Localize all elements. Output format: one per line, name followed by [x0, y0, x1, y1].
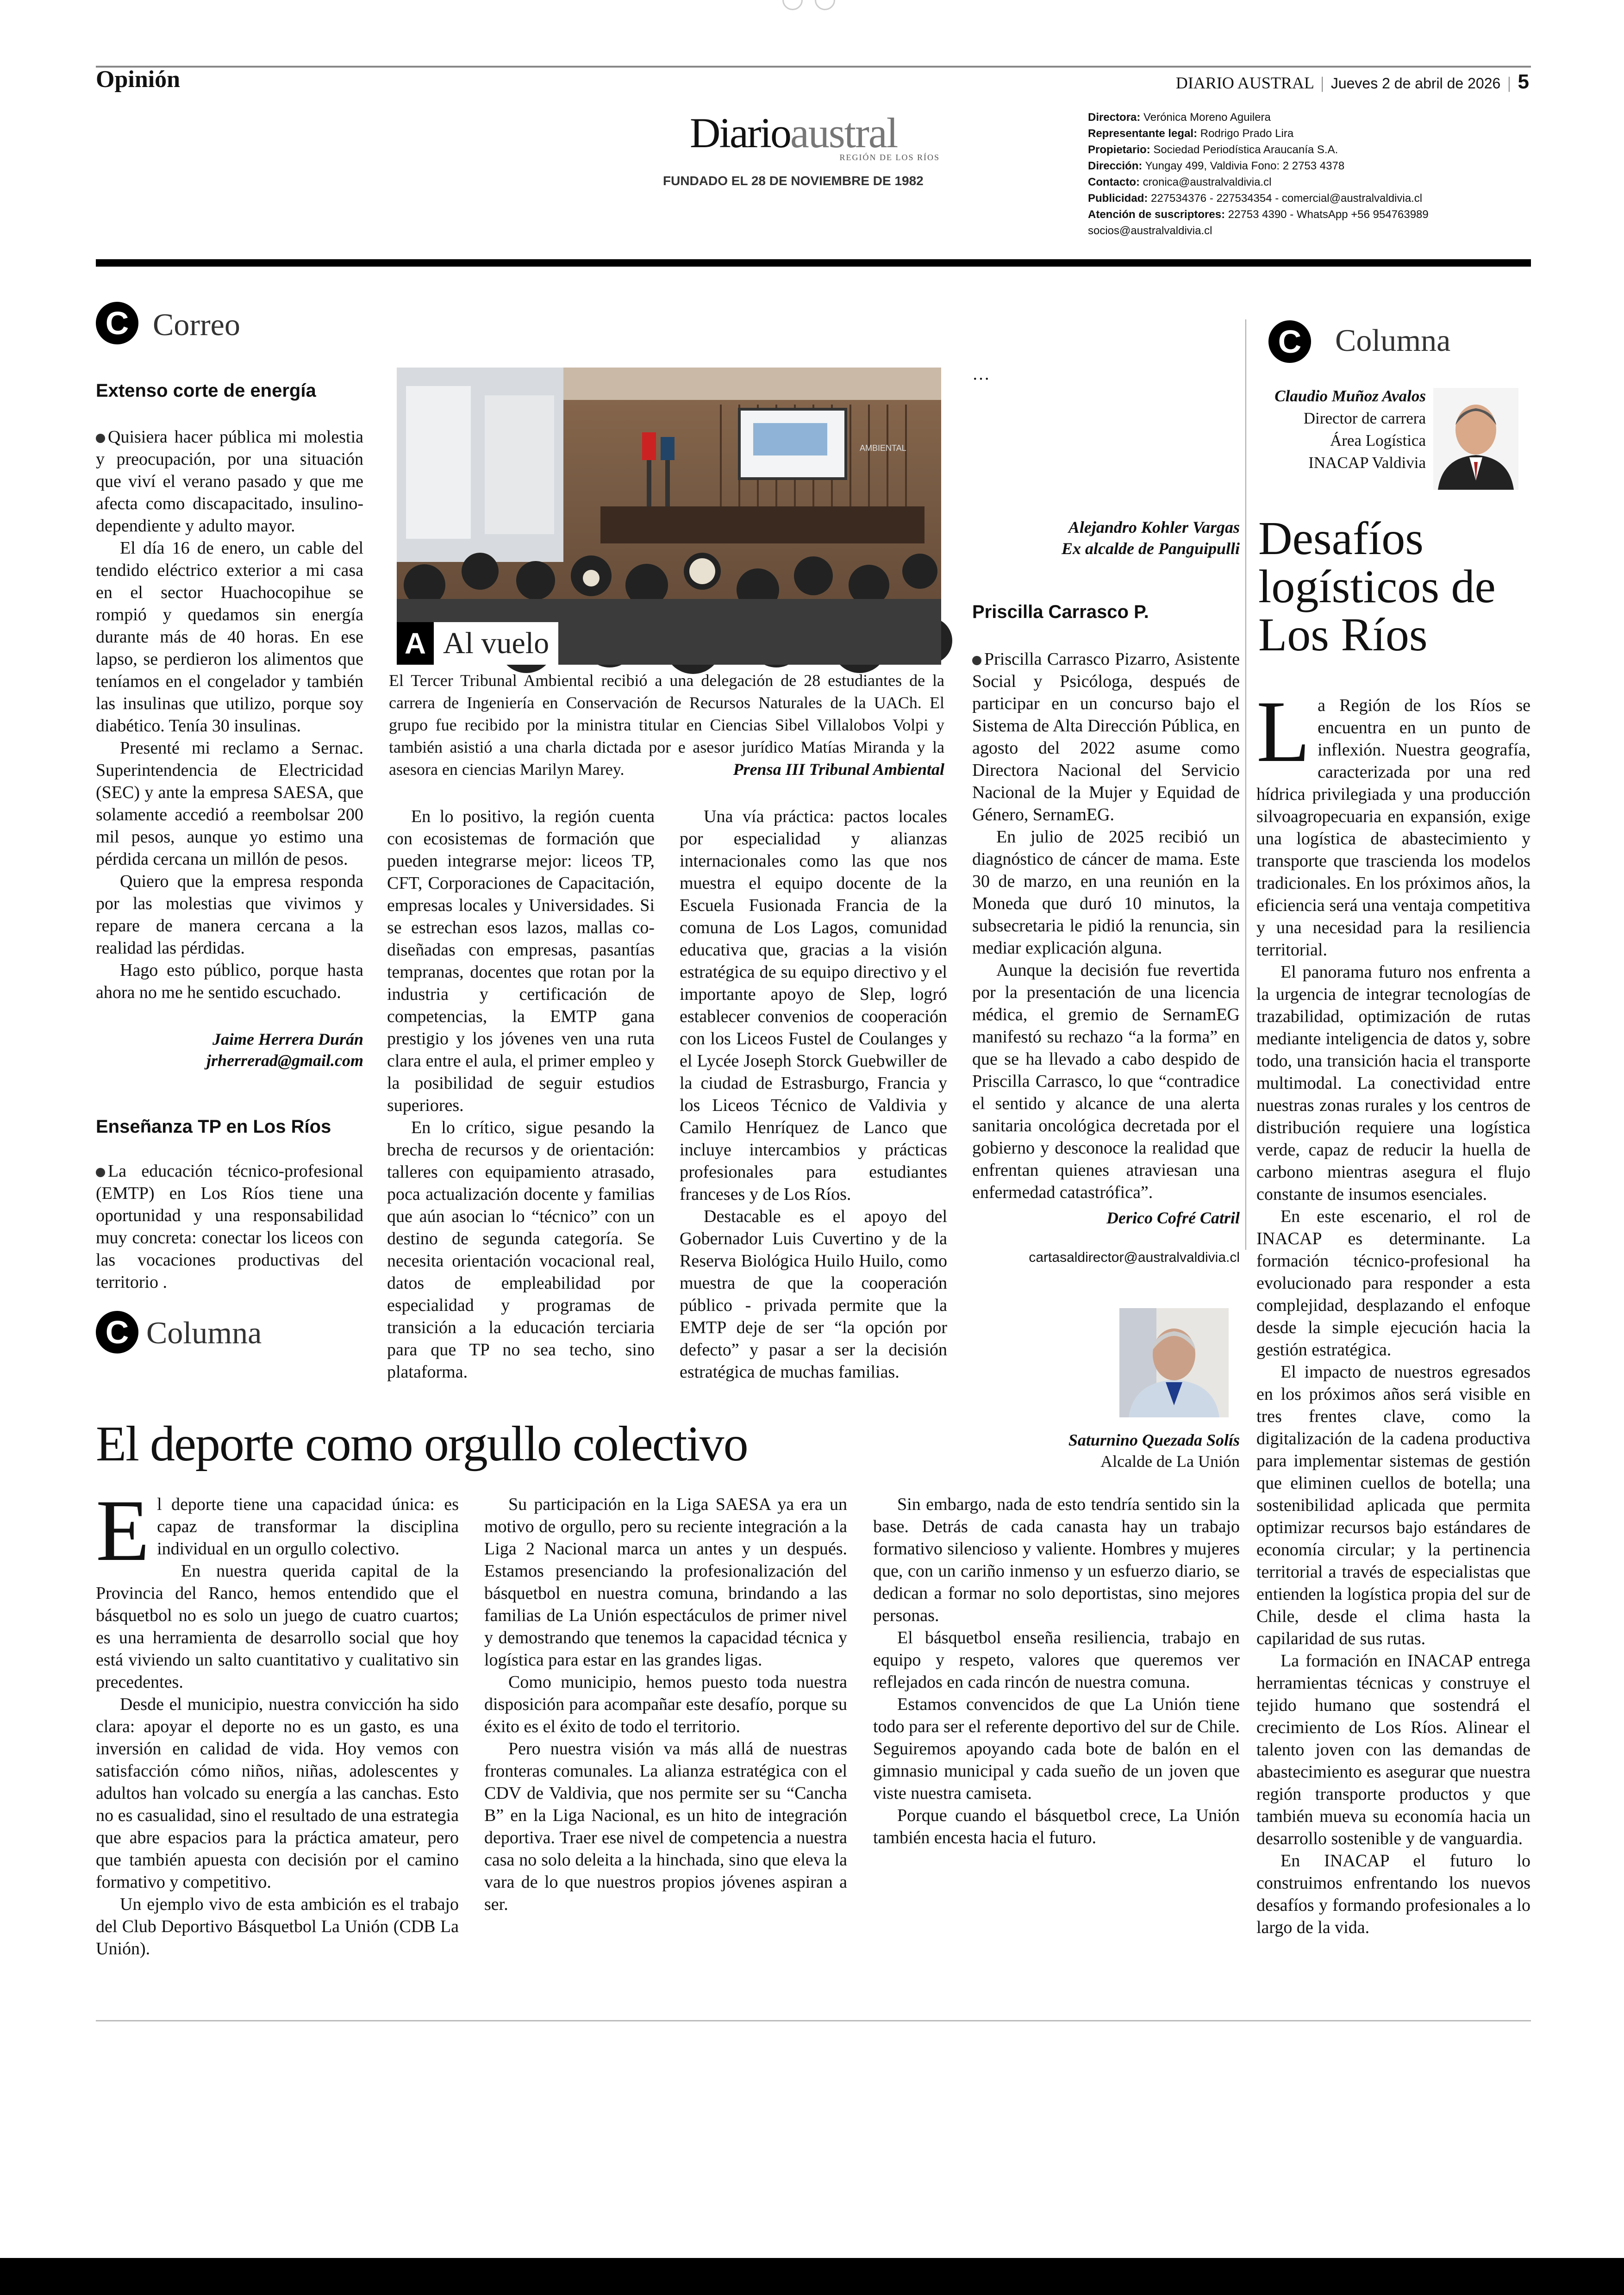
- logo-austral: austral: [790, 109, 898, 156]
- al-vuelo-label: [397, 622, 558, 665]
- column-bottom-title: El deporte como orgullo colectivo: [96, 1416, 748, 1472]
- letter3-headline: Priscilla Carrasco P.: [972, 602, 1149, 622]
- correo-title: Correo: [153, 307, 240, 342]
- correo-badge: C: [96, 302, 138, 344]
- author-name: Saturnino Quezada Solís: [1068, 1431, 1240, 1449]
- staff-line: Propietario: Sociedad Periodística Araucanía S.A.: [1088, 143, 1338, 156]
- author-role: Alcalde de La Unión: [1100, 1452, 1240, 1471]
- letter2-signature: Alejandro Kohler Vargas Ex alcalde de Panguipulli: [1061, 518, 1240, 558]
- letter1-body: Quisiera hacer pública mi molestia y preocupación, por una situación que viví el verano pasado y que me afecta como discapacitado, insulino-dependiente y adulto mayor. El día 16 de enero, un cable del tendido eléctrico exterior a mi casa en el sector Huachocopihue se rompió y quedamos sin energía durante más de 40 horas. En ese lapso, se perdieron los alimentos que teníamos en el congelador y también las insulinas que utilizo, porque soy diabético. Tenía 30 insulinas. Presenté mi reclamo a Sernac. Superintendencia de Electricidad (SEC) y ante la empresa SAESA, que solamente accedió a reembolsar 200 mil pesos, aunque yo estimo una pérdida cercana un millón de pesos. Quiero que la empresa responda por las molestias que vivimos y repare de manera cercana a la realidad las pérdidas. Hago esto público, porque hasta ahora no me he sentido escuchado.: [96, 427, 363, 1002]
- bottom-bar: [0, 2258, 1624, 2295]
- letter2-col1: La educación técnico-profesional (EMTP) en Los Ríos tiene una oportunidad y una responsabilidad muy concreta: conectar los liceos con las vocaciones productivas del territorio .: [96, 1161, 363, 1292]
- screen-text: AMBIENTAL: [860, 443, 906, 453]
- author-name: Claudio Muñoz Avalos: [1274, 387, 1426, 405]
- photo-credit: Prensa III Tribunal Ambiental: [733, 760, 944, 779]
- staff-line: Directora: Verónica Moreno Aguilera: [1088, 111, 1271, 124]
- staff-line: Atención de suscriptores: 22753 4390 - WhatsApp +56 954763989: [1088, 208, 1429, 221]
- drop-cap: E: [96, 1482, 150, 1579]
- staff-line: socios@australvaldivia.cl: [1088, 225, 1212, 237]
- photo-caption: El Tercer Tribunal Ambiental recibió a una delegación de 28 estudiantes de la carrera de Ingeniería en Conservación de Recursos Naturales de la UACh. El grupo fue recibido por la ministra titular en Ciencias Sibel Villalobos Volpi y también asistió a una charla dictada por e asesor jurídico Matías Miranda y la asesora en ciencias Marilyn Marey. Prensa III Tribunal Ambiental: [389, 669, 944, 771]
- bottom-rule: [96, 2020, 1531, 2021]
- issue-date: Jueves 2 de abril de 2026: [1330, 75, 1501, 92]
- staff-box: [1088, 109, 1532, 239]
- letter2-col3: Una vía práctica: pactos locales por especialidad y alianzas internacionales como las que nos muestra el equipo docente de la Escuela Fusionada Francia de la comuna de Los Lagos, comunidad educativa que, gracias a la visión estratégica de su equipo directivo y el importante apoyo de Slep, logró establecer convenios de cooperación con los Liceos Fustel de Coulanges y el Lycée Joseph Storck Guebwiller de la ciudad de Estrasburgo, Francia y los Liceos Técnico de Valdivia y Camilo Henríquez de Lanco que incluye intercambios y prácticas profesionales para estudiantes franceses y de Los Ríos. Destacable es el apoyo del Gobernador Luis Cuvertino y de la Reserva Biológica Huilo Huilo, como muestra de que la cooperación público - privada permite que la EMTP deje de ser “la opción por defecto” y pasar a ser la decisión estratégica de muchas familias.: [680, 807, 947, 1382]
- column-right-body: La Región de los Ríos se encuentra en un punto de inflexión. Nuestra geografía, caracterizada por una red hídrica privilegiada y una producción silvoagropecuaria en expansión, exige una logística de abastecimiento y transporte que trascienda los modelos tradicionales. En los próximos años, la eficiencia será una ventaja competitiva y una necesidad para la resiliencia territorial. El panorama futuro nos enfrenta a la urgencia de integrar tecnologías de trazabilidad, optimización de rutas mediante inteligencia de datos y, sobre todo, una transición hacia el transporte multimodal. La conectividad entre nuestras zonas rurales y los centros de distribución requiere una logística verde, capaz de reducir la huella de carbono mientras asegura el flujo constante de insumos esenciales. En este escenario, el rol de INACAP es determinante. La formación técnico-profesional ha evolucionado para responder a esta complejidad, desplazando el enfoque desde la simple ejecución hacia la gestión estratégica. El impacto de nuestros egresados en los próximos años será visible en tres frentes clave, como la digitalización de la cadena productiva para implementar sistemas de gestión que eliminen cuellos de botella; una sostenibilidad aplicada que permita optimizar recursos bajo estándares de economía circular; y la pertinencia territorial a través de especialistas que entienden la logística propia del sur de Chile, desde el clima hasta la capilaridad de sus rutas. La formación en INACAP entrega herramientas técnicas y construye el tejido humano que sostendrá el crecimiento de Los Ríos. Alinear el talento joven con las demandas de abastecimiento es asegurar que nuestra región transporte productos y que también mueva su economía hacia un desarrollo sostenible y de vanguardia. En INACAP el futuro lo construimos enfrentando los nuevos desafíos y formando profesionales a lo largo de la vida.: [1256, 683, 1530, 1937]
- masthead-logo: [690, 108, 949, 162]
- author-role: INACAP Valdivia: [1308, 454, 1426, 472]
- al-vuelo-photo: [397, 368, 941, 665]
- letter1-signature: Jaime Herrera Durán jrherrerad@gmail.com: [206, 1030, 363, 1070]
- author-photo: [1119, 1308, 1229, 1417]
- letter3-signature: Derico Cofré Catril: [1106, 1209, 1240, 1227]
- author-photo: [1433, 388, 1518, 490]
- author-role: Director de carrera: [1303, 409, 1426, 427]
- drop-cap: L: [1256, 683, 1311, 780]
- column-bottom-col2: Su participación en la Liga SAESA ya era un motivo de orgullo, pero su reciente integración a la Liga 2 Nacional marca un antes y un después. Estamos presenciando la profesionalización del básquetbol en nuestra comuna, brindando a las familias de La Unión espectáculos de primer nivel y demostrando que tenemos la capacidad técnica y logística para estar en las grandes ligas. Como municipio, hemos puesto toda nuestra disposición para acompañar este desafío, porque su éxito es el éxito de todo el territorio. Pero nuestra visión va más allá de nuestras fronteras comunales. La alianza estratégica con el CDV de Valdivia, que nos permite ser su “Cancha B” en la Liga Nacional, es un hito de integración deportiva. Traer ese nivel de competencia a nuestra casa no solo deleita a la hinchada, sino que eleva la vara de lo que nuestros propios jóvenes aspiran a ser.: [484, 1495, 847, 1914]
- folio: DIARIO AUSTRAL | Jueves 2 de abril de 2026 | 5: [1175, 70, 1529, 93]
- paper-name: DIARIO AUSTRAL: [1175, 74, 1314, 92]
- bullet-icon: [96, 434, 105, 443]
- column-right-badge: C: [1268, 320, 1311, 363]
- bullet-icon: [96, 1168, 105, 1177]
- logo-diario: Diario: [690, 109, 791, 156]
- letters-email: cartasaldirector@australvaldivia.cl: [1029, 1250, 1240, 1265]
- staff-line: Representante legal: Rodrigo Prado Lira: [1088, 127, 1294, 140]
- column-right-label: Columna: [1335, 323, 1451, 358]
- header-thick-rule: [96, 259, 1531, 267]
- logo-region: REGIÓN DE LOS RÍOS: [839, 153, 940, 162]
- staff-line: Dirección: Yungay 499, Valdivia Fono: 2 2753 4378: [1088, 160, 1345, 172]
- letter2-col2: En lo positivo, la región cuenta con ecosistemas de formación que pueden integrarse mejor: liceos TP, CFT, Corporaciones de Capacitación, empresas locales y Universidades. Si se estrechan esos lazos, mallas co-diseñadas con empresas, pasantías tempranas, docentes que rotan por la industria y certificación de competencias, la EMTP gana prestigio y los jóvenes ven una ruta clara entre el aula, el primer empleo y la posibilidad de seguir estudios superiores. En lo crítico, sigue pesando la brecha de recursos y de orientación: talleres con equipamiento atrasado, poca actualización docente y familias que aún asocian lo “técnico” con un destino de segunda categoría. Se necesita orientación vocacional real, datos de empleabilidad por especialidad y programas de transición a la educación terciaria para que TP no sea techo, sino plataforma.: [387, 807, 655, 1382]
- right-column-rule: [1245, 319, 1246, 1250]
- audience-photo: [397, 368, 941, 665]
- scroll-indicator: [782, 0, 838, 17]
- column-bottom-col3: Sin embargo, nada de esto tendría sentido sin la base. Detrás de cada canasta hay un trabajo formativo silencioso y valiente. Hombres y mujeres que, con un cariño inmenso y un esfuerzo diario, se dedican a formar no solo deportistas, sino mejores personas. El básquetbol enseña resiliencia, trabajo en equipo y respeto, valores que queremos ver reflejados en cada rincón de nuestra comuna. Estamos convencidos de que La Unión tiene todo para ser el referente deportivo del sur de Chile. Seguiremos apoyando cada bote de balón en el gimnasio municipal y cada sueño de un joven que viste nuestra camiseta. Porque cuando el básquetbol crece, La Unión también encesta hacia el futuro.: [873, 1495, 1240, 1847]
- bullet-icon: [972, 656, 981, 665]
- author-role: Área Logística: [1330, 431, 1426, 449]
- column-bottom-label: Columna: [146, 1315, 262, 1350]
- column-bottom-col1: El deporte tiene una capacidad única: es capaz de transformar la disciplina individual en un orgullo colectivo. En nuestra querida capital de la Provincia del Ranco, hemos entendido que el básquetbol no es solo un juego de cuatro cuartos; es una herramienta de desarrollo social que hoy está viviendo un salto cuantitativo y cualitativo sin precedentes. Desde el municipio, nuestra convicción ha sido clara: apoyar el deporte no es un gasto, es una inversión en calidad de vida. Hoy vemos con satisfacción cómo niños, niñas, adolescentes y adultos han volcado su energía a las canchas. Esto no es casualidad, sino el resultado de una estrategia que abre espacios para la práctica amateur, pero que también apuesta con decisión por el camino formativo y competitivo. Un ejemplo vivo de esta ambición es el trabajo del Club Deportivo Básquetbol La Unión (CDB La Unión).: [96, 1482, 459, 1958]
- letter3-body: Priscilla Carrasco Pizarro, Asistente Social y Psicóloga, después de participar en un concurso bajo el Sistema de Alta Dirección Pública, en agosto del 2022 asume como Directora Nacional del Servicio Nacional de la Mujer y Equidad de Género, SernamEG. En julio de 2025 recibió un diagnóstico de cáncer de mama. Este 30 de marzo, en una reunión en la Moneda que duró 10 minutos, la subsecretaria le pidió la renuncia, sin mediar explicación alguna. Aunque la decisión fue revertida por la presentación de una licencia médica, el gremio de SernamEG manifestó su rechazo “a la forma” en que se ha llevado a cabo despido de Priscilla Carrasco, lo que “contradice el sentido y alcance de una alerta sanitaria oncológica decretada por el gobierno y desconoce la realidad que enfrentan quienes atraviesan una enfermedad catastrófica”.: [972, 649, 1240, 1202]
- letter2-col4: …: [972, 364, 990, 384]
- staff-line: Contacto: cronica@australvaldivia.cl: [1088, 176, 1272, 188]
- column-bottom-badge: C: [96, 1311, 138, 1353]
- letter1-headline: Extenso corte de energía: [96, 380, 316, 401]
- section-label: Opinión: [96, 66, 181, 93]
- column-right-byline: [1250, 385, 1426, 474]
- column-right-title: Desafíos logísticos de Los Ríos: [1258, 512, 1496, 661]
- al-vuelo-title: Al vuelo: [434, 622, 558, 665]
- founded-line: FUNDADO EL 28 DE NOVIEMBRE DE 1982: [663, 174, 924, 188]
- page-number: 5: [1518, 70, 1529, 93]
- column-bottom-byline: [972, 1429, 1240, 1472]
- al-vuelo-badge: A: [397, 622, 434, 665]
- letter2-headline: Enseñanza TP en Los Ríos: [96, 1116, 331, 1137]
- staff-line: Publicidad: 227534376 - 227534354 - comercial@australvaldivia.cl: [1088, 192, 1423, 205]
- header-top-rule: [96, 66, 1531, 68]
